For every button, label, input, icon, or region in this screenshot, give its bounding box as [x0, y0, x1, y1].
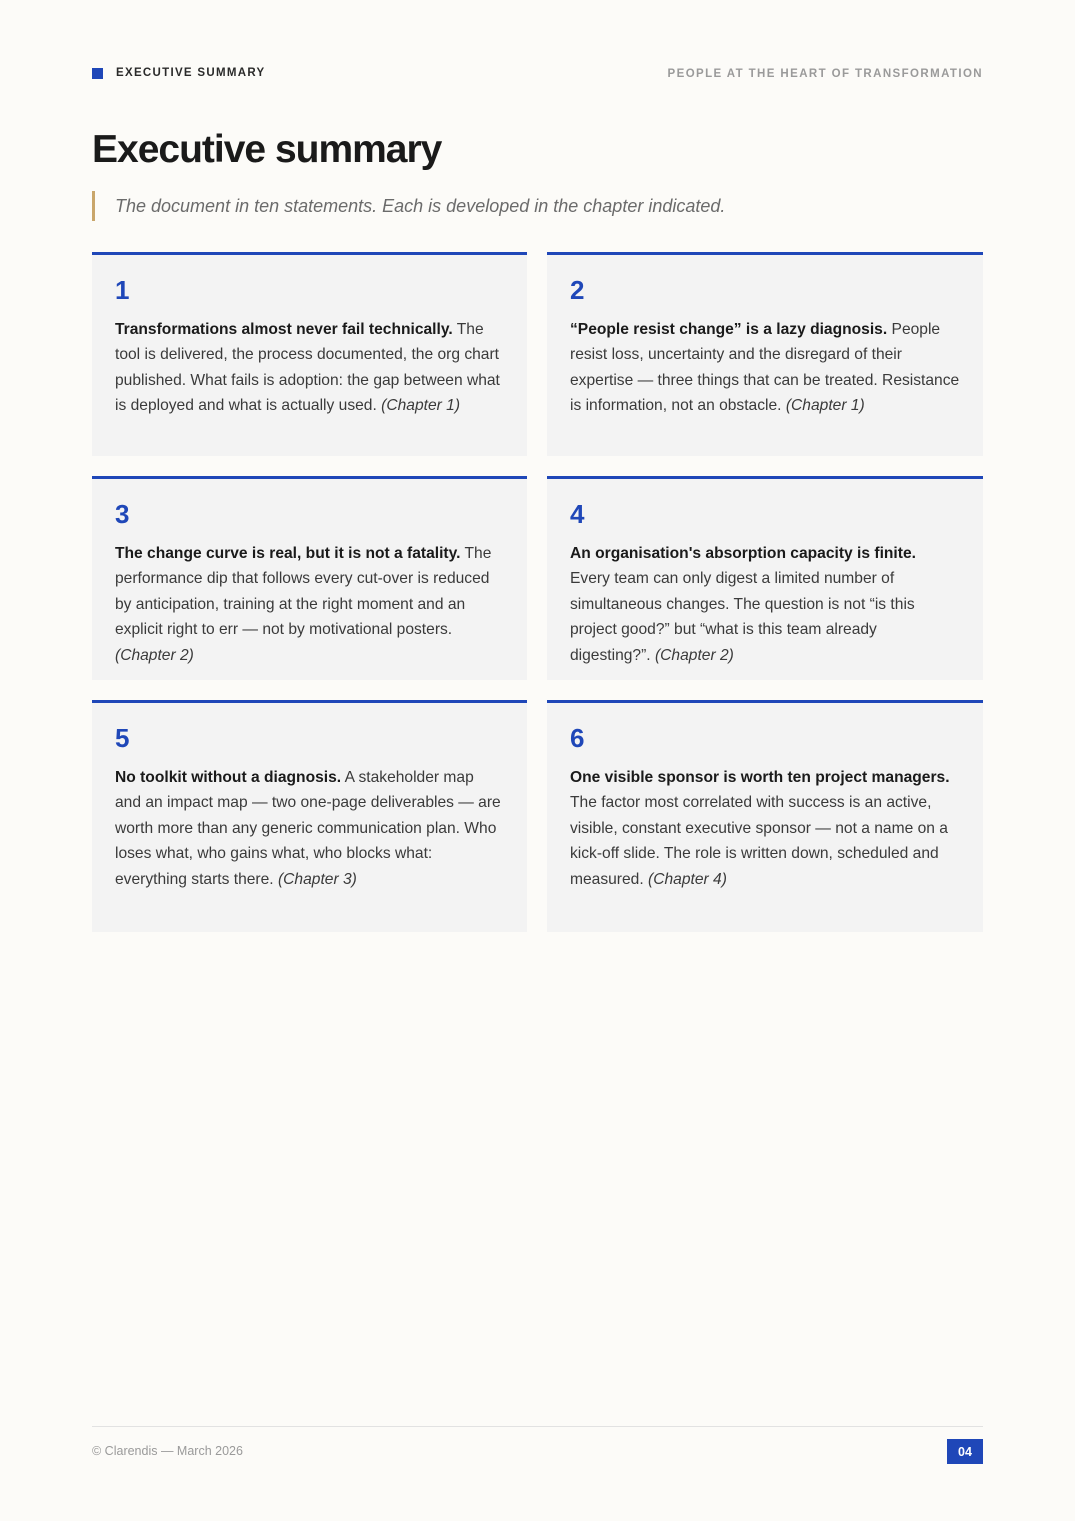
footer-divider	[92, 1426, 983, 1427]
page-number-badge: 04	[947, 1439, 983, 1464]
section-label: EXECUTIVE SUMMARY	[116, 67, 266, 79]
statement-body	[570, 317, 960, 419]
statement-number: 2	[570, 275, 585, 305]
statement-body	[115, 317, 504, 419]
statement-text: The factor most correlated with success is an active, visible, constant executive sponsor — not a name on a kick-off slide. The role is written down, scheduled and measured.	[570, 794, 948, 888]
document-title: PEOPLE AT THE HEART OF TRANSFORMATION	[667, 68, 983, 80]
statement-chapter: (Chapter 3)	[277, 870, 357, 888]
statement-body	[115, 765, 504, 892]
statement-number: 1	[115, 275, 130, 305]
statement-card-5	[92, 700, 527, 932]
statement-body	[570, 541, 960, 668]
statement-chapter: (Chapter 1)	[785, 397, 865, 415]
statement-number: 5	[115, 723, 130, 753]
page-header	[92, 67, 983, 83]
statements-grid	[92, 252, 983, 932]
statement-text: Every team can only digest a limited number of simultaneous changes. The question is not “is this project good?” but “what is this team already digesting?”.	[570, 570, 915, 664]
statement-chapter: (Chapter 2)	[115, 646, 194, 664]
statement-lede: The change curve is real, but it is not a fatality.	[115, 545, 461, 562]
statement-card-3	[92, 476, 527, 680]
statement-chapter: (Chapter 4)	[648, 870, 727, 888]
statement-card-4	[547, 476, 983, 680]
page-title: Executive summary	[92, 128, 442, 171]
statement-number: 3	[115, 499, 130, 529]
statement-card-1	[92, 252, 527, 456]
statement-body	[115, 541, 504, 668]
lead-quote	[92, 191, 725, 221]
statement-card-2	[547, 252, 983, 456]
lead-text: The document in ten statements. Each is developed in the chapter indicated.	[115, 195, 726, 216]
statement-chapter: (Chapter 1)	[381, 397, 461, 415]
footer-copyright: © Clarendis — March 2026	[92, 1444, 243, 1458]
statement-body	[570, 765, 960, 892]
statement-number: 4	[570, 499, 585, 529]
statement-lede: One visible sponsor is worth ten project managers.	[570, 769, 950, 786]
statement-number: 6	[570, 723, 585, 753]
section-marker-icon	[92, 68, 103, 79]
statement-text: People resist loss, uncertainty and the disregard of their expertise — three things that can be treated. Resistance is information, not an obstacle.	[570, 321, 960, 415]
statement-text: The tool is delivered, the process documented, the org chart published. What fails is adoption: the gap between what is deployed and what is actually used.	[115, 321, 500, 415]
statement-card-6	[547, 700, 983, 932]
statement-chapter: (Chapter 2)	[654, 646, 734, 664]
statement-lede: “People resist change” is a lazy diagnosis.	[570, 321, 888, 338]
statement-lede: An organisation's absorption capacity is finite.	[570, 545, 916, 562]
statement-text: The performance dip that follows every cut-over is reduced by anticipation, training at the right moment and an explicit right to err — not by motivational posters.	[115, 545, 492, 639]
statement-text: A stakeholder map and an impact map — two one-page deliverables — are worth more than any generic communication plan. Who loses what, who gains what, who blocks what: everything starts there.	[115, 769, 501, 888]
statement-lede: Transformations almost never fail technically.	[115, 321, 453, 338]
section-header	[92, 67, 265, 79]
page	[92, 0, 983, 1521]
statement-lede: No toolkit without a diagnosis.	[115, 769, 342, 786]
